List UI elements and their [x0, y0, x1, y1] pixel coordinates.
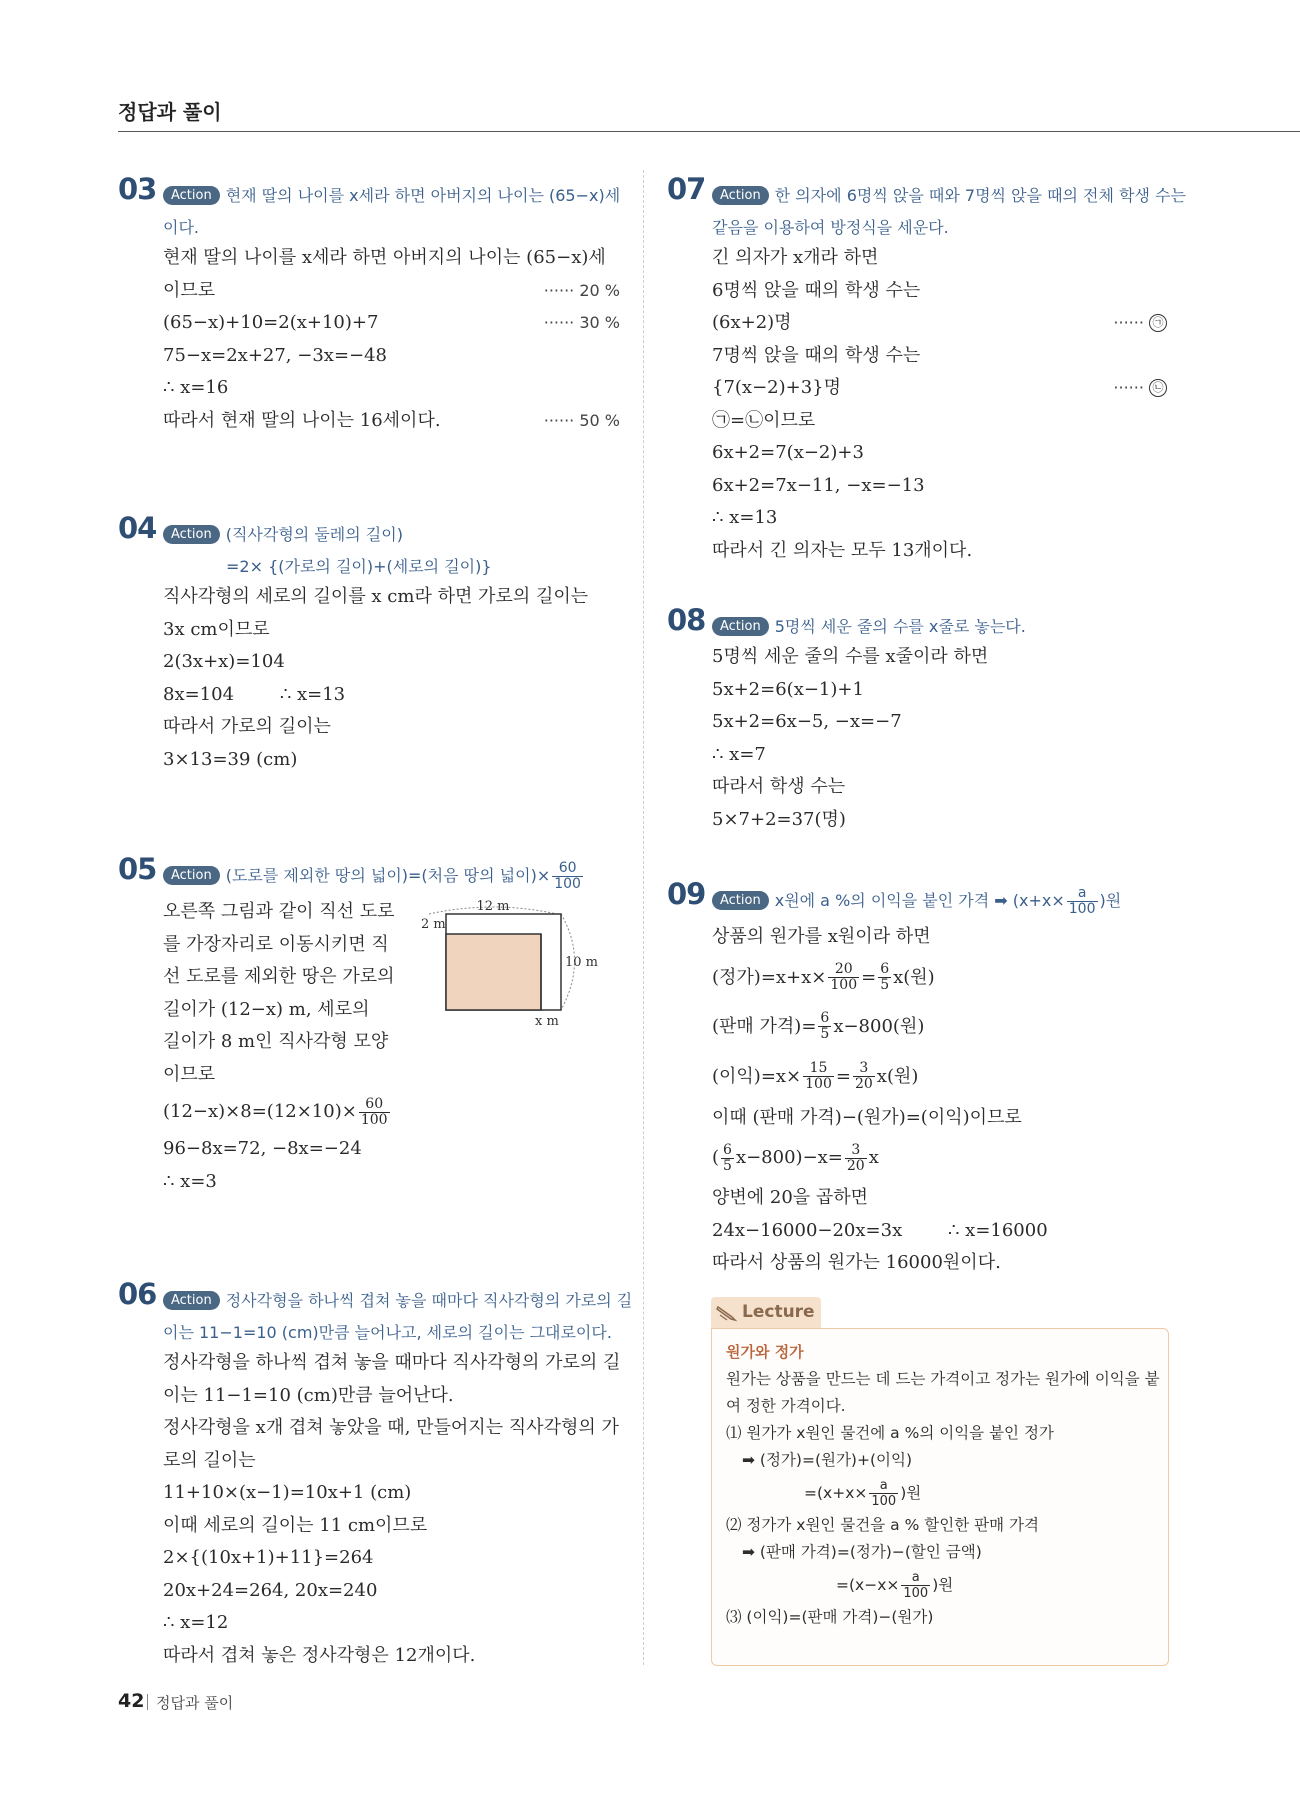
solution-line: 긴 의자가 x개라 하면 — [712, 247, 879, 268]
solution-line: (12−x)×8=(12×10)× $\frac{60}{100}$ — [163, 1095, 388, 1128]
lecture-tab — [711, 1297, 821, 1329]
solution-line: 11+10×(x−1)=10x+1 (cm) — [163, 1482, 412, 1503]
action-badge: Action — [163, 525, 220, 544]
action-text: (도로를 제외한 땅의 넓이)=(처음 땅의 넓이)× — [225, 866, 551, 885]
lecture-line: ➡ (정가)=(원가)+(이익) — [742, 1451, 913, 1469]
lecture-title: 원가와 정가 — [726, 1343, 804, 1361]
problem-number: 05 — [118, 852, 157, 886]
footer-label: 정답과 풀이 — [156, 1694, 234, 1712]
solution-line: 5×7+2=37(명) — [712, 808, 846, 830]
lecture-line: ➡ (판매 가격)=(정가)−(할인 금액) — [742, 1543, 982, 1561]
solution-line: 양변에 20을 곱하면 — [712, 1187, 869, 1208]
solution-line: 5x+2=6(x−1)+1 — [712, 678, 864, 700]
problem-number: 09 — [667, 877, 706, 911]
solution-line: ∴ x=13 — [712, 507, 778, 528]
solution-line: 현재 딸의 나이를 x세라 하면 아버지의 나이는 (65−x)세 — [163, 247, 606, 268]
score-percent: ······ 20 % — [543, 280, 620, 300]
action-hint — [163, 519, 492, 583]
solution-line: ( $\frac{6}{5}$ x−800)−x= $\frac{3}{20}$ x — [712, 1141, 879, 1174]
action-text: =2× {(가로의 길이)+(세로의 길이)} — [226, 557, 492, 576]
header-rule — [118, 131, 1300, 132]
action-text: 같음을 이용하여 방정식을 세운다. — [712, 218, 949, 237]
action-badge: Action — [163, 866, 220, 885]
solution-line: (이익)=x× $\frac{15}{100}$ = $\frac{3}{20}$ x(원) — [712, 1060, 919, 1092]
solution-line: 이때 세로의 길이는 11 cm이므로 — [163, 1514, 428, 1536]
lecture-line: ⑶ (이익)=(판매 가격)−(원가) — [726, 1608, 934, 1626]
solution-line: 이므로 ······ 20 % — [163, 275, 620, 308]
action-hint: Action x원에 a %의 이익을 붙인 가격 ➡ (x+x× $\frac{a}{100}$ )원 — [712, 885, 1121, 917]
solution-line: 5명씩 세운 줄의 수를 x줄이라 하면 — [712, 646, 989, 667]
solution-line: ∴ x=16 — [163, 377, 229, 398]
solution-line: ㉠=㉡이므로 — [712, 409, 816, 431]
problem-number: 06 — [118, 1277, 157, 1311]
page-header-title: 정답과 풀이 — [118, 100, 222, 124]
solution-line: 상품의 원가를 x원이라 하면 — [712, 926, 931, 947]
solution-line: (판매 가격)= $\frac{6}{5}$ x−800(원) — [712, 1010, 925, 1042]
action-text: 5명씩 세운 줄의 수를 x줄로 놓는다. — [774, 617, 1026, 636]
solution-line: 정사각형을 x개 겹쳐 놓았을 때, 만들어지는 직사각형의 가 — [163, 1417, 619, 1438]
lecture-line: ⑵ 정가가 x원인 물건을 a % 할인한 판매 가격 — [726, 1516, 1039, 1534]
action-text: 정사각형을 하나씩 겹쳐 놓을 때마다 직사각형의 가로의 길 — [225, 1291, 633, 1310]
action-hint — [712, 611, 1026, 643]
solution-line: 75−x=2x+27, −3x=−48 — [163, 344, 388, 366]
lecture-equation: =(x+x× $\frac{a}{100}$ )원 — [804, 1478, 922, 1509]
lecture-tab-label: Lecture — [742, 1302, 815, 1322]
solution-line: 6명씩 앉을 때의 학생 수는 — [712, 279, 921, 301]
action-text: (직사각형의 둘레의 길이) — [225, 525, 403, 544]
solution-line: ∴ x=7 — [712, 743, 766, 765]
action-badge: Action — [163, 186, 220, 205]
figure-label-bottom: x m — [535, 1014, 559, 1029]
page-number: 42 — [118, 1690, 145, 1712]
lecture-box — [711, 1328, 1169, 1666]
action-badge: Action — [712, 617, 769, 636]
solution-line: ∴ x=3 — [163, 1170, 217, 1192]
land-road-figure — [413, 900, 603, 1040]
solution-line: 를 가장자리로 이동시키면 직 — [163, 933, 389, 955]
action-badge: Action — [712, 891, 769, 910]
action-badge: Action — [163, 1291, 220, 1310]
solution-line: 직사각형의 세로의 길이를 x cm라 하면 가로의 길이는 — [163, 586, 589, 607]
solution-line: 이므로 — [163, 1063, 216, 1085]
action-text: 이다. — [163, 218, 199, 237]
solution-line: (정가)=x+x× $\frac{20}{100}$ = $\frac{6}{5}$ x(원) — [712, 961, 935, 993]
equation-marker: ㉡ — [1149, 379, 1167, 397]
solution-line: (65−x)+10=2(x+10)+7 ······ 30 % — [163, 307, 620, 340]
column-divider — [643, 170, 644, 1665]
solution-line: 로의 길이는 — [163, 1449, 256, 1471]
action-text: x원에 a %의 이익을 붙인 가격 ➡ — [774, 891, 1013, 910]
solution-line: 6x+2=7(x−2)+3 — [712, 442, 864, 463]
lecture-line: 여 정한 가격이다. — [726, 1397, 846, 1415]
solution-line: 이는 11−1=10 (cm)만큼 늘어난다. — [163, 1384, 454, 1406]
action-badge: Action — [712, 186, 769, 205]
solution-line: 따라서 학생 수는 — [712, 776, 846, 797]
pencil-icon — [715, 1303, 739, 1323]
action-hint — [163, 180, 620, 244]
action-hint — [163, 1285, 632, 1349]
solution-line: 6x+2=7x−11, −x=−13 — [712, 474, 925, 496]
solution-line: 정사각형을 하나씩 겹쳐 놓을 때마다 직사각형의 가로의 길 — [163, 1352, 621, 1373]
solution-line: 7명씩 앉을 때의 학생 수는 — [712, 344, 921, 366]
solution-line: ∴ x=12 — [163, 1612, 229, 1633]
figure-label-left: 2 m — [421, 917, 446, 932]
solution-line: 오른쪽 그림과 같이 직선 도로 — [163, 901, 395, 922]
figure-label-top: 12 m — [476, 900, 510, 914]
action-text: 한 의자에 6명씩 앉을 때와 7명씩 앉을 때의 전체 학생 수는 — [774, 186, 1186, 205]
solution-line: {7(x−2)+3}명 ······ ㉡ — [712, 372, 1167, 405]
lecture-equation: =(x−x× $\frac{a}{100}$ )원 — [836, 1570, 954, 1601]
solution-line: 5x+2=6x−5, −x=−7 — [712, 711, 902, 732]
equation-marker: ㉠ — [1149, 314, 1167, 332]
action-text: 이는 11−1=10 (cm)만큼 늘어나고, 세로의 길이는 그대로이다. — [163, 1323, 612, 1342]
solution-line: 길이가 8 m인 직사각형 모양 — [163, 1031, 389, 1052]
solution-line: 2×{(10x+1)+11}=264 — [163, 1547, 374, 1568]
fraction: $\frac{60}{100}$ — [554, 860, 581, 892]
solution-line: 이때 (판매 가격)−(원가)=(이익)이므로 — [712, 1106, 1022, 1128]
solution-line: 24x−16000−20x=3x ∴ x=16000 — [712, 1219, 1048, 1241]
solution-line: 8x=104 ∴ x=13 — [163, 683, 346, 705]
problem-number: 07 — [667, 172, 706, 206]
footer-divider — [147, 1694, 148, 1710]
problem-number: 08 — [667, 603, 706, 637]
solution-line: 2(3x+x)=104 — [163, 651, 285, 672]
solution-line: (6x+2)명 ······ ㉠ — [712, 307, 1167, 340]
solution-line: 따라서 겹쳐 놓은 정사각형은 12개이다. — [163, 1644, 476, 1666]
problem-number: 03 — [118, 172, 157, 206]
solution-line: 3x cm이므로 — [163, 618, 270, 640]
score-percent: ······ 30 % — [543, 313, 620, 332]
lecture-line: ⑴ 원가가 x원인 물건에 a %의 이익을 붙인 정가 — [726, 1424, 1054, 1442]
solution-line: 따라서 현재 딸의 나이는 16세이다. ······ 50 % — [163, 405, 620, 438]
solution-line: 따라서 긴 의자는 모두 13개이다. — [712, 539, 973, 561]
figure-label-right: 10 m — [565, 955, 599, 970]
solution-line: 선 도로를 제외한 땅은 가로의 — [163, 966, 395, 987]
solution-line: 20x+24=264, 20x=240 — [163, 1579, 378, 1601]
remaining-land — [446, 934, 541, 1010]
action-hint — [712, 180, 1186, 244]
action-hint — [163, 860, 585, 892]
solution-line: 96−8x=72, −8x=−24 — [163, 1138, 362, 1159]
solution-line: 길이가 (12−x) m, 세로의 — [163, 998, 370, 1020]
solution-line: 3×13=39 (cm) — [163, 748, 298, 770]
solution-line: 따라서 상품의 원가는 16000원이다. — [712, 1252, 1001, 1273]
solution-line: 따라서 가로의 길이는 — [163, 716, 331, 737]
score-percent: ······ 50 % — [543, 410, 620, 430]
problem-number: 04 — [118, 511, 157, 545]
action-text: 현재 딸의 나이를 x세라 하면 아버지의 나이는 (65−x)세 — [225, 186, 621, 205]
lecture-line: 원가는 상품을 만드는 데 드는 가격이고 정가는 원가에 이익을 붙 — [726, 1370, 1160, 1388]
